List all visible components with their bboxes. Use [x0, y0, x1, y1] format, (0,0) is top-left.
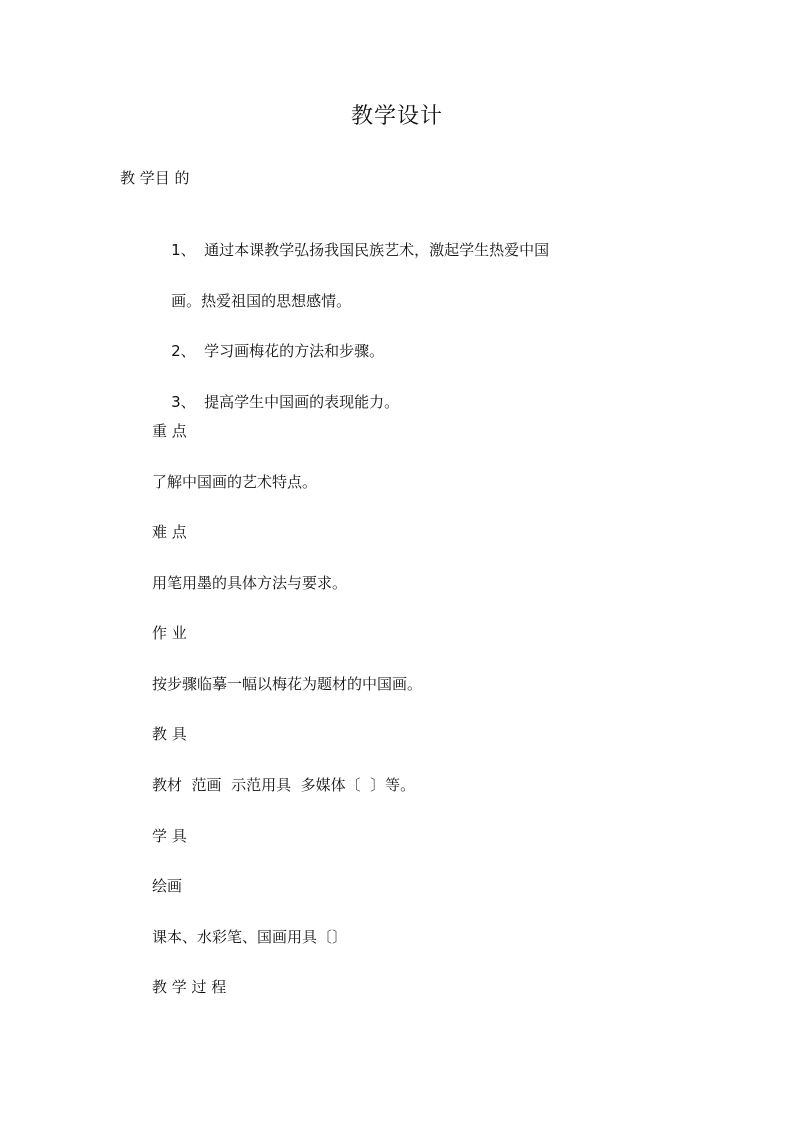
objective-item-3: [152, 369, 399, 435]
objective-text: 提高学生中国画的表现能力。: [204, 393, 400, 411]
objective-heading: 教 学目 的: [120, 169, 190, 187]
process-heading: 教 学 过 程: [152, 978, 227, 996]
teaching-aids-heading: 教 具: [152, 725, 187, 743]
objective-text: 通过本课教学弘扬我国民族艺术，激起学生热爱中国: [204, 241, 550, 259]
key-point-text: 了解中国画的艺术特点。: [152, 473, 318, 491]
homework-text: 按步骤临摹一幅以梅花为题材的中国画。: [152, 675, 423, 693]
difficulty-heading: 难 点: [152, 523, 187, 541]
objective-text: 画。热爱祖国的思想感情。: [171, 292, 352, 310]
homework-heading: 作 业: [152, 624, 187, 642]
objective-number: 2、: [171, 342, 196, 360]
teaching-aids-text: 教材 范画 示范用具 多媒体〔 〕等。: [152, 776, 416, 794]
key-point-heading: 重 点: [152, 422, 187, 440]
objective-number: 1、: [171, 241, 196, 259]
student-tools-text: 课本、水彩笔、国画用具〔〕: [152, 928, 348, 946]
difficulty-text: 用笔用墨的具体方法与要求。: [152, 574, 348, 592]
student-tools-heading: 学 具: [152, 827, 187, 845]
document-title: 教学设计: [350, 104, 443, 129]
student-tools-subheading: 绘画: [152, 877, 183, 895]
objective-text: 学习画梅花的方法和步骤。: [204, 342, 385, 360]
objective-number: 3、: [171, 393, 196, 411]
